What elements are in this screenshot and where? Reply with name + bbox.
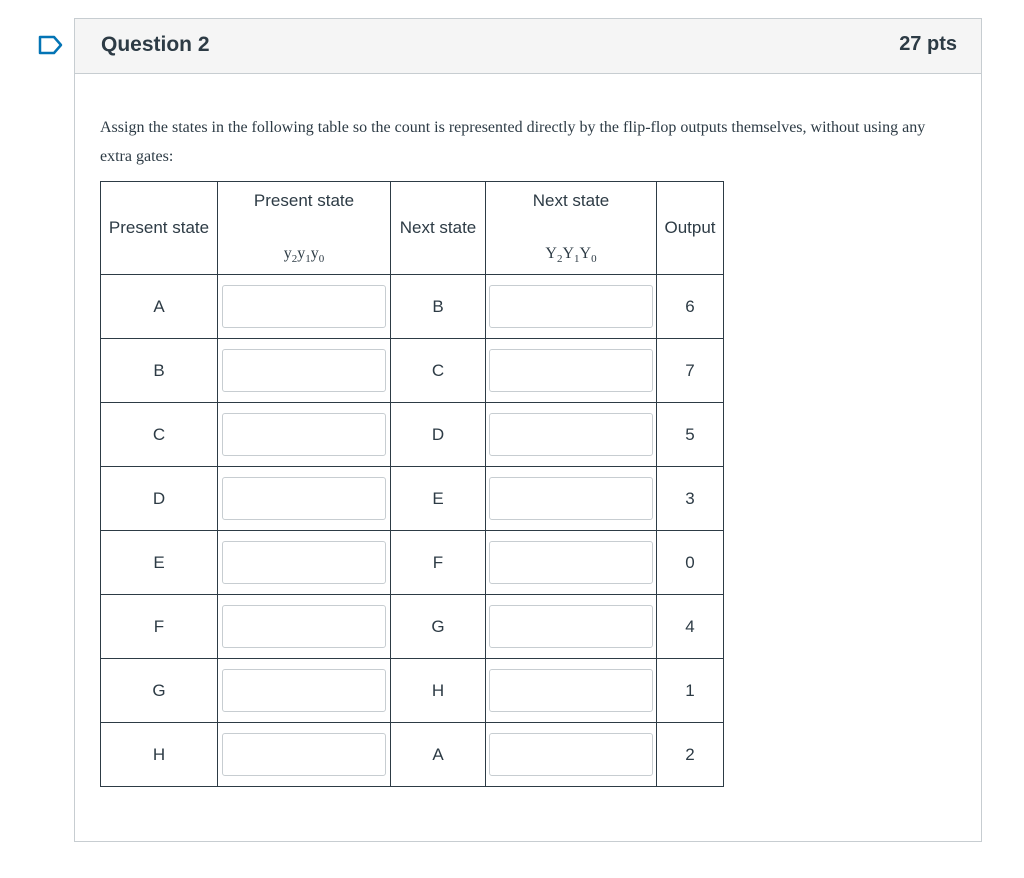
next-state-cell: F [391, 531, 486, 595]
header-next-state: Next state [391, 182, 486, 275]
present-code-cell [218, 275, 391, 339]
table-row [101, 659, 724, 723]
next-state-cell: A [391, 723, 486, 787]
present-state-cell: D [101, 467, 218, 531]
next-code-input[interactable] [489, 349, 653, 392]
present-state-cell: C [101, 403, 218, 467]
next-code-cell [486, 467, 657, 531]
table-row [101, 403, 724, 467]
header-next-code [486, 182, 657, 275]
next-code-input[interactable] [489, 413, 653, 456]
table-header-row [101, 182, 724, 275]
next-code-input[interactable] [489, 285, 653, 328]
present-state-cell: H [101, 723, 218, 787]
present-state-cell: F [101, 595, 218, 659]
present-code-cell [218, 723, 391, 787]
present-code-input[interactable] [222, 669, 386, 712]
next-code-cell [486, 723, 657, 787]
present-state-cell: A [101, 275, 218, 339]
header-present-state: Present state [101, 182, 218, 275]
header-present-code-vars: $y_2y_1y_0$ [283, 244, 325, 265]
table-row [101, 595, 724, 659]
output-cell: 0 [657, 531, 724, 595]
next-state-cell: H [391, 659, 486, 723]
present-code-input[interactable] [222, 349, 386, 392]
next-code-input[interactable] [489, 669, 653, 712]
bookmark-flag-icon[interactable] [38, 35, 64, 55]
next-code-input[interactable] [489, 477, 653, 520]
header-next-code-title: Next state [532, 191, 610, 210]
output-cell: 6 [657, 275, 724, 339]
next-code-cell [486, 659, 657, 723]
state-table [100, 181, 724, 787]
next-state-cell: C [391, 339, 486, 403]
header-present-code-title: Present state [253, 191, 355, 210]
present-state-cell: B [101, 339, 218, 403]
output-cell: 4 [657, 595, 724, 659]
present-code-cell [218, 339, 391, 403]
present-code-cell [218, 595, 391, 659]
question-text: Assign the states in the following table so the count is represented directly by the flip-flop outputs themselves, without using any extra gates: [100, 119, 926, 165]
table-row [101, 339, 724, 403]
present-state-cell: G [101, 659, 218, 723]
state-table-body [101, 275, 724, 787]
next-state-cell: G [391, 595, 486, 659]
present-code-cell [218, 403, 391, 467]
table-row [101, 723, 724, 787]
present-code-cell [218, 659, 391, 723]
question-header [75, 19, 981, 74]
next-code-cell [486, 403, 657, 467]
present-code-input[interactable] [222, 477, 386, 520]
next-code-cell [486, 595, 657, 659]
present-code-cell [218, 531, 391, 595]
next-state-cell: E [391, 467, 486, 531]
question-card [74, 18, 982, 842]
output-cell: 3 [657, 467, 724, 531]
table-row [101, 467, 724, 531]
question-points: 27 pts [899, 33, 957, 55]
header-present-code [218, 182, 391, 275]
present-code-input[interactable] [222, 541, 386, 584]
next-state-cell: D [391, 403, 486, 467]
table-row [101, 275, 724, 339]
next-code-input[interactable] [489, 541, 653, 584]
header-next-code-vars: $Y_2Y_1Y_0$ [545, 244, 597, 265]
output-cell: 1 [657, 659, 724, 723]
next-code-cell [486, 275, 657, 339]
output-cell: 7 [657, 339, 724, 403]
present-code-input[interactable] [222, 413, 386, 456]
next-state-cell: B [391, 275, 486, 339]
output-cell: 5 [657, 403, 724, 467]
next-code-cell [486, 339, 657, 403]
present-code-input[interactable] [222, 605, 386, 648]
table-row [101, 531, 724, 595]
next-code-input[interactable] [489, 733, 653, 776]
next-code-cell [486, 531, 657, 595]
present-code-cell [218, 467, 391, 531]
next-code-input[interactable] [489, 605, 653, 648]
present-state-cell: E [101, 531, 218, 595]
question-title: Question 2 [101, 33, 210, 56]
present-code-input[interactable] [222, 285, 386, 328]
header-output: Output [657, 182, 724, 275]
output-cell: 2 [657, 723, 724, 787]
present-code-input[interactable] [222, 733, 386, 776]
